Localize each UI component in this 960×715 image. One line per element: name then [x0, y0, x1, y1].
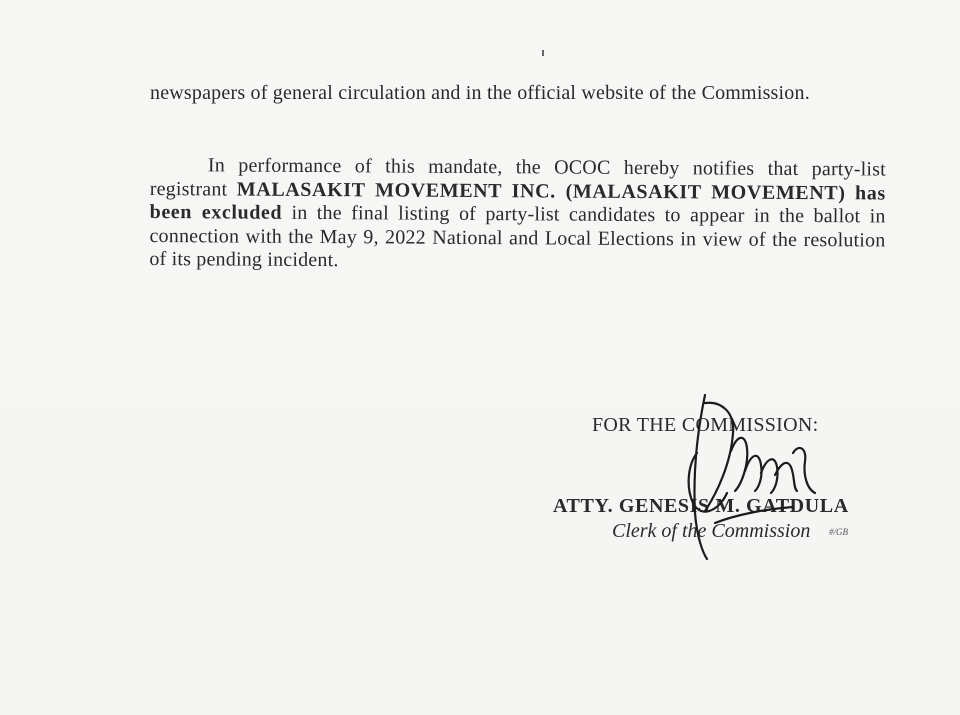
paragraph-notice — [149, 154, 886, 276]
paragraph-circulation: newspapers of general circulation and in the official website of the Commission. — [150, 82, 810, 104]
handwritten-signature-icon — [675, 393, 855, 563]
exclusion-phrase: has been excluded — [149, 181, 886, 224]
handwritten-initials: #/GB — [829, 527, 848, 537]
signer-title: Clerk of the Commission — [612, 520, 811, 542]
registrant-name: MALASAKIT MOVEMENT INC. (MALASAKIT MOVEMENT) — [236, 178, 846, 204]
for-the-commission-label: FOR THE COMMISSION: — [592, 414, 819, 436]
signer-name: ATTY. GENESIS M. GATDULA — [553, 495, 849, 517]
notice-intro: In performance of this mandate, the OCOC hereby notifies that party-list registrant — [149, 154, 886, 201]
page-speck — [542, 50, 544, 56]
notice-rest: in the final listing of party-list candidates to appear in the ballot in connection with the May 9, 2022 National and Local Elections in view of the resolution of its pending incident. — [149, 201, 886, 272]
